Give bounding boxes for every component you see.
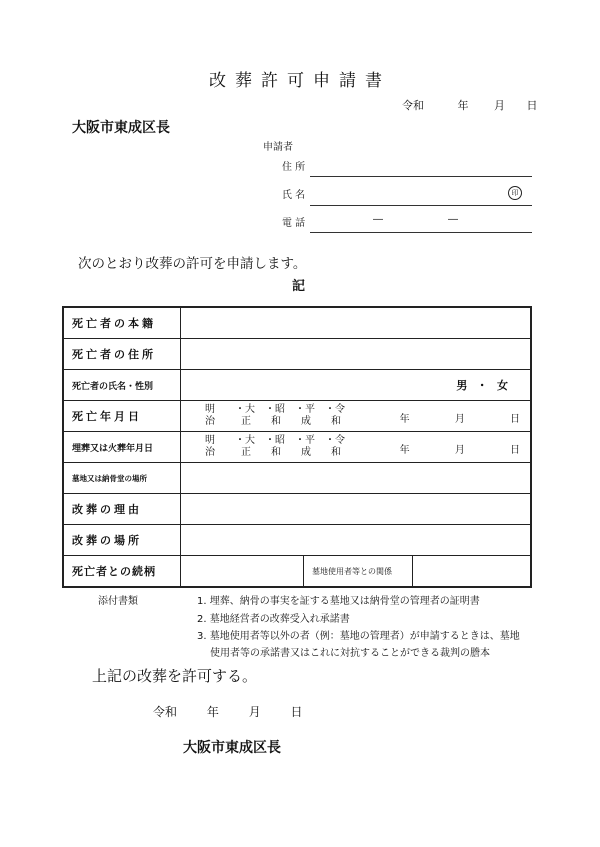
row-label-domicile: 死亡者の本籍 [63,307,181,339]
row-label-relation: 死亡者との続柄 [63,556,181,588]
era-char: 和 [331,416,341,427]
row-label-address: 死亡者の住所 [63,339,181,370]
era-char: ・昭 [265,435,285,446]
application-date [402,97,538,113]
sex-male[interactable]: 男 [456,379,468,392]
era-char: 正 [241,447,251,458]
grave-user-relation-label: 墓地使用者等との関係 [304,556,413,588]
addressee: 大阪市東成区長 [72,120,170,136]
date-day: 日 [526,99,538,112]
approval-date [153,703,303,720]
deceased-address-field[interactable] [181,339,532,370]
attachment-item-2: 2. 墓地経営者の改葬受入れ承諾書 [197,614,350,625]
attachment-item-3: 3. 墓地使用者等以外の者（例：墓地の管理者）が申請するときは、墓地 [197,631,520,642]
era-char: ・平 [295,435,315,446]
burial-ymd [400,441,520,456]
era-char: 明 [205,435,215,446]
sex-female[interactable]: 女 [497,379,508,392]
ymd-month: 月 [454,445,465,456]
row-label-new-place: 改葬の場所 [63,525,181,556]
footer-date-year: 年 [206,705,219,719]
era-char: 成 [301,447,311,458]
era-char: 明 [205,404,215,415]
era-char: 和 [271,447,281,458]
phone-label: 電 話 [282,218,306,229]
name-sex-field[interactable] [181,370,532,401]
era-char: 和 [331,447,341,458]
burial-date-field[interactable] [181,432,532,463]
row-label-death-date: 死亡年月日 [63,401,181,432]
death-date-field[interactable] [181,401,532,432]
era-char: ・大 [235,404,255,415]
ymd-day: 日 [510,445,520,456]
table-row [63,401,531,432]
footer-date-day: 日 [290,705,303,719]
table-row [63,556,531,588]
approver-signature: 大阪市東成区長 [183,740,281,756]
row-label-name-sex: 死亡者の氏名・性別 [63,370,181,401]
ki-mark: 記 [292,279,306,294]
era-char: ・令 [325,435,345,446]
table-row [63,339,531,370]
footer-date-month: 月 [248,705,261,719]
table-row [63,525,531,556]
address-label: 住 所 [282,162,306,173]
new-place-field[interactable] [181,525,532,556]
era-char: ・平 [295,404,315,415]
grave-place-field[interactable] [181,463,532,494]
table-row [63,432,531,463]
application-table [62,306,532,588]
intro-sentence: 次のとおり改葬の許可を申請します。 [78,256,307,272]
reason-field[interactable] [181,494,532,525]
footer-date-era: 令和 [153,705,178,719]
phone-separator-2: ― [448,214,458,225]
era-char: ・大 [235,435,255,446]
row-label-reason: 改葬の理由 [63,494,181,525]
name-label: 氏 名 [282,190,306,201]
era-char: 治 [205,416,215,427]
attachments-heading: 添付書類 [98,596,138,607]
row-label-burial-date: 埋葬又は火葬年月日 [63,432,181,463]
attachment-item-1: 1. 埋葬、納骨の事実を証する墓地又は納骨堂の管理者の証明書 [197,596,480,607]
era-char: ・昭 [265,404,285,415]
date-year: 年 [457,99,469,112]
approval-statement: 上記の改葬を許可する。 [92,667,258,685]
phone-separator-1: ― [373,214,383,225]
applicant-heading: 申請者 [263,142,293,153]
seal-mark: 印 [508,186,522,200]
table-row [63,370,531,401]
date-era: 令和 [402,99,424,112]
table-row [63,307,531,339]
sex-options [456,377,508,393]
address-line[interactable] [310,176,532,177]
date-month: 月 [494,99,505,112]
ymd-year: 年 [399,414,410,425]
ymd-year: 年 [399,445,410,456]
era-char: 成 [301,416,311,427]
attachment-item-3-cont: 使用者等の承諾書又はこれに対抗することができる裁判の謄本 [210,648,490,659]
table-row [63,494,531,525]
row-label-grave-place: 墓地又は納骨堂の場所 [63,463,181,494]
form-title: 改葬許可申請書 [209,71,391,91]
grave-user-relation-field[interactable] [413,556,532,588]
era-char: ・令 [325,404,345,415]
table-row [63,463,531,494]
domicile-field[interactable] [181,307,532,339]
era-options [205,404,355,428]
era-char: 和 [271,416,281,427]
ymd-day: 日 [510,414,520,425]
relation-field[interactable] [181,556,304,588]
sex-dot: ・ [476,379,488,392]
phone-line[interactable] [310,232,532,233]
era-options [205,435,355,459]
ymd-month: 月 [454,414,465,425]
death-ymd [400,410,520,425]
era-char: 正 [241,416,251,427]
era-char: 治 [205,447,215,458]
name-line[interactable] [310,205,532,206]
